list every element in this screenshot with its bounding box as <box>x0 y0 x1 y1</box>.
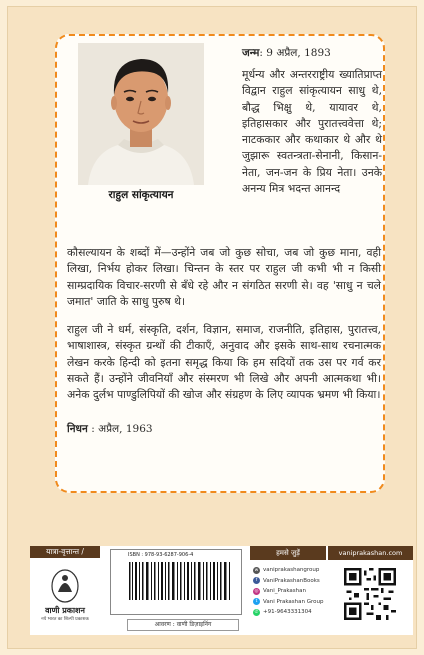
website-link[interactable]: vaniprakashan.com <box>328 546 413 560</box>
facebook-icon: f <box>253 577 260 584</box>
bio-paragraph-1-right: मूर्धन्य और अन्तरराष्ट्रीय ख्यातिप्राप्त विद्वान राहुल सांकृत्यायन साधु थे, बौद्ध भिक्षु थे, यायावर थे, इतिहासकार और पुरातत्त्ववेत्ता थे; नाटककार और कथाकार थे और थे जुझारू स्वतन्त्रता-सेनानी, किसान-नेता, जन-जन के प्रिय नेता। उनके अनन्य मित्र भदन्त आनन्द <box>242 68 382 196</box>
category-tag: यात्रा-वृत्तान्त / Travelogue <box>30 546 100 558</box>
social-link-whatsapp[interactable] <box>253 607 333 618</box>
death-value: : अप्रैल, 1963 <box>91 423 153 435</box>
social-link-twitter[interactable] <box>253 597 333 608</box>
birth-label: जन्म <box>242 47 260 59</box>
barcode-icon <box>125 560 237 606</box>
publisher-tagline: नये भारत का शिल्पी प्रकाशक <box>41 617 89 622</box>
instagram-icon: ◎ <box>254 588 259 594</box>
cover-credit: आवरण : वाणी डिज़ाइनिंग <box>127 619 239 631</box>
social-label: Vani Prakashan Group <box>263 598 324 605</box>
death-label: निधन <box>67 423 88 435</box>
author-caption: राहुल सांकृत्यायन <box>108 189 174 201</box>
bio-paragraph-2: राहुल जी ने धर्म, संस्कृति, दर्शन, विज्ञान, समाज, राजनीति, इतिहास, पुरातत्त्व, भाषाशास्त्र, संस्कृत ग्रन्थों की टीकाएँ, अनुवाद और इसके साथ-साथ रचनात्मक लेखन करके हिन्दी को इतना समृद्ध किया कि हम सदियों तक उस पर गर्व कर सकते हैं। उन्होंने जीवनियाँ और संस्मरण भी लिखे और अपनी आत्मकथा भी। अनेक दुर्लभ पाण्डुलिपियों की खोज और संग्रहण के लिए व्यापक भ्रमण भी किया। <box>67 323 381 402</box>
social-label: vaniprakashangroup <box>263 567 320 574</box>
bio-paragraph-1-continued: कौसल्यायन के शब्दों में—उन्होंने जब जो कुछ सोचा, जब जो कुछ माना, वही लिखा, निर्भय होकर लिखा। चिन्तन के स्तर पर राहुल जी कभी भी न किसी साम्प्रदायिक विचार-सरणी से बँधे रहे और न संगठित सरणी से। वह 'साधु न चले जमात' जाति के साधु पुरुष थे। <box>67 246 381 308</box>
twitter-icon: t <box>253 598 260 605</box>
whatsapp-icon: ✆ <box>254 609 259 615</box>
author-panel <box>55 34 385 493</box>
publisher-name: वाणी प्रकाशन <box>45 605 85 615</box>
birth-date <box>242 45 382 61</box>
death-date <box>67 421 267 437</box>
social-label: Vani_Prakashan <box>263 588 306 595</box>
social-label: VaniPrakashanBooks <box>263 577 320 584</box>
birth-value: : 9 अप्रैल, 1893 <box>259 47 331 59</box>
social-label: +91-9643331304 <box>263 609 312 616</box>
social-link-facebook[interactable] <box>253 576 333 587</box>
social-links <box>253 565 333 618</box>
author-photo <box>78 43 204 185</box>
web-icon: w <box>254 567 259 573</box>
social-link-web[interactable] <box>253 565 333 576</box>
qr-code-icon[interactable] <box>344 568 396 620</box>
isbn: ISBN : 978-93-6287-906-4 <box>128 552 194 558</box>
follow-us-label: हमसे जुड़ें <box>250 546 326 560</box>
social-link-instagram[interactable] <box>253 586 333 597</box>
